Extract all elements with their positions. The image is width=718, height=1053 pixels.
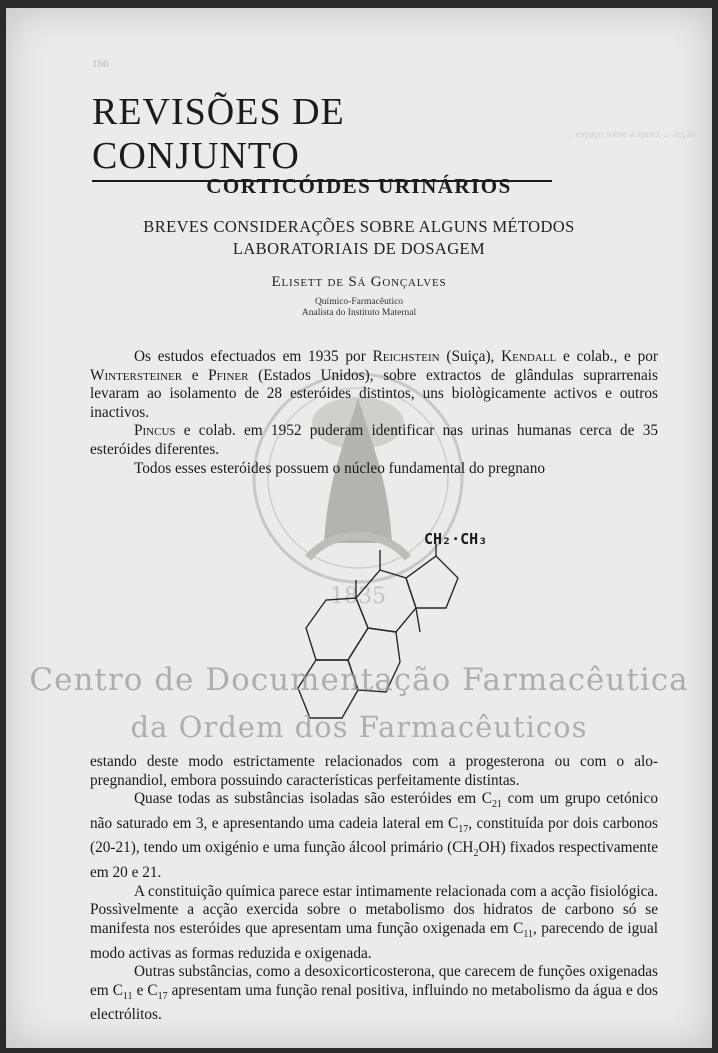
paragraph: Pincus e colab. em 1952 puderam identificar nas urinas humanas cerca de 35 esteróides diferentes. (90, 422, 658, 458)
paragraph: estando deste modo estrictamente relacionados com a progesterona ou com o alo-pregnandiol, embora possuindo características perfeitamente distintas. (90, 753, 658, 789)
watermark-line: Centro de Documentação Farmacêutica (29, 662, 689, 698)
paragraph: Quase todas as substâncias isoladas são esteróides em $C_{21}$ com um grupo cetónico não saturado em 3, e apresentando uma cadeia lateral em $C_{17}$, constituída por dois carbonos (20-21), tendo um oxigénio e uma função álcool primário $(CH_2OH)$ fixados respectivamente em 20 e 21. (90, 790, 659, 882)
subtitle-line: BREVES CONSIDERAÇÕES SOBRE ALGUNS MÉTODOS (143, 217, 575, 236)
affiliation-line: Analista do Instituto Maternal (301, 308, 417, 318)
author-name: Elisett de Sá Gonçalves (271, 274, 447, 290)
article-title: CORTICÓIDES URINÁRIOS (206, 174, 512, 198)
document-page (6, 8, 712, 1048)
author-affiliation (6, 297, 712, 319)
body-text-bottom (90, 753, 658, 1025)
article-subtitle (6, 216, 712, 260)
body-text-top (90, 348, 658, 478)
side-chain-label: CH₂·CH₃ (424, 530, 488, 548)
page-number: 166 (92, 58, 109, 70)
paragraph: Todos esses esteróides possuem o núcleo fundamental do pregnano (134, 459, 545, 477)
paragraph: A constituição química parece estar intimamente relacionada com a acção fisiológica. Possìvelmente a acção exercida sobre o metabolismo dos hidratos de carbono só se manifesta nos esteróides que apresentam uma função oxigenada em $C_{11}$, parecendo de igual modo activas as formas reduzida e oxigenada. (90, 882, 658, 962)
paragraph: Outras substâncias, como a desoxicorticosterona, que carecem de funções oxigenadas em $C_{11}$ e $C_{17}$ apresentam uma função renal positiva, influindo no metabolismo da água e dos electrólitos. (90, 963, 658, 1024)
subtitle-line: LABORATORIAIS DE DOSAGEM (232, 239, 486, 258)
paragraph: Os estudos efectuados em 1935 por Reichstein (Suiça), Kendall e colab., e por Wintersteiner e Pfiner (Estados Unidos), sobre extractos de glândulas suprarrenais levaram ao isolamento de 28 esteróides distintos, uns biològicamente activos e outros inactivos. (90, 348, 658, 421)
bleed-through-text: ... espaço sobre a apnex ... acção (566, 129, 696, 140)
section-title: REVISÕES DE CONJUNTO (92, 90, 552, 182)
watermark-line: da Ordem dos Farmacêuticos (130, 710, 588, 744)
seal-year: 1835 (330, 584, 386, 609)
pregnane-structure-diagram (296, 520, 496, 730)
affiliation-line: Químico-Farmacêutico (314, 297, 404, 307)
